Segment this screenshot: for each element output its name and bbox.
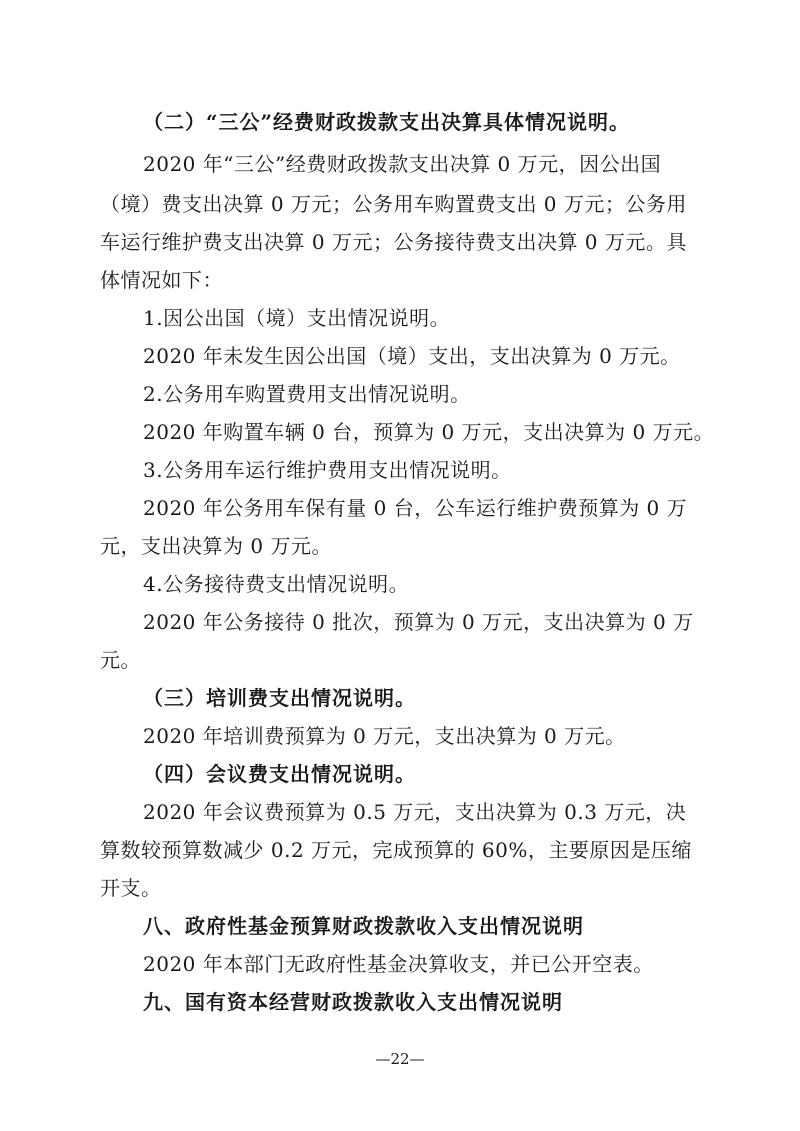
page-number: —22— — [375, 1050, 425, 1068]
item-1-text: 2020 年未发生因公出国（境）支出，支出决算为 0 万元。 — [143, 344, 681, 368]
section-4-heading: （四）会议费支出情况说明。 — [143, 762, 416, 786]
section-8-text: 2020 年本部门无政府性基金决算收支，并已公开空表。 — [143, 952, 654, 976]
section-8-heading: 八、政府性基金预算财政拨款收入支出情况说明 — [143, 914, 584, 938]
item-3-text-line-2: 元，支出决算为 0 万元。 — [100, 534, 332, 558]
item-4-text-line-2: 元。 — [100, 648, 141, 672]
section-2-paragraph-line-4: 体情况如下： — [100, 268, 223, 292]
section-2-paragraph-line-1: 2020 年“三公”经费财政拨款支出决算 0 万元，因公出国 — [143, 152, 662, 176]
item-1-title: 1.因公出国（境）支出情况说明。 — [143, 306, 451, 330]
section-4-text-line-1: 2020 年会议费预算为 0.5 万元，支出决算为 0.3 万元，决 — [143, 800, 687, 824]
item-2-text: 2020 年购置车辆 0 台，预算为 0 万元，支出决算为 0 万元。 — [143, 420, 715, 444]
item-3-title: 3.公务用车运行维护费用支出情况说明。 — [143, 458, 512, 482]
item-4-title: 4.公务接待费支出情况说明。 — [143, 572, 410, 596]
section-3-text: 2020 年培训费预算为 0 万元，支出决算为 0 万元。 — [143, 724, 626, 748]
item-3-text-line-1: 2020 年公务用车保有量 0 台，公车运行维护费预算为 0 万 — [143, 496, 688, 520]
section-4-text-line-3: 开支。 — [100, 876, 162, 900]
section-9-heading: 九、国有资本经营财政拨款收入支出情况说明 — [143, 990, 563, 1014]
item-4-text-line-1: 2020 年公务接待 0 批次，预算为 0 万元，支出决算为 0 万 — [143, 610, 694, 634]
section-2-paragraph-line-2: （境）费支出决算 0 万元；公务用车购置费支出 0 万元；公务用 — [100, 192, 687, 216]
section-2-heading: （二）“三公”经费财政拨款支出决算具体情况说明。 — [143, 110, 631, 134]
section-3-heading: （三）培训费支出情况说明。 — [143, 686, 416, 710]
section-2-paragraph-line-3: 车运行维护费支出决算 0 万元；公务接待费支出决算 0 万元。具 — [100, 230, 687, 254]
section-4-text-line-2: 算数较预算数减少 0.2 万元，完成预算的 60%，主要原因是压缩 — [100, 838, 692, 862]
item-2-title: 2.公务用车购置费用支出情况说明。 — [143, 382, 471, 406]
